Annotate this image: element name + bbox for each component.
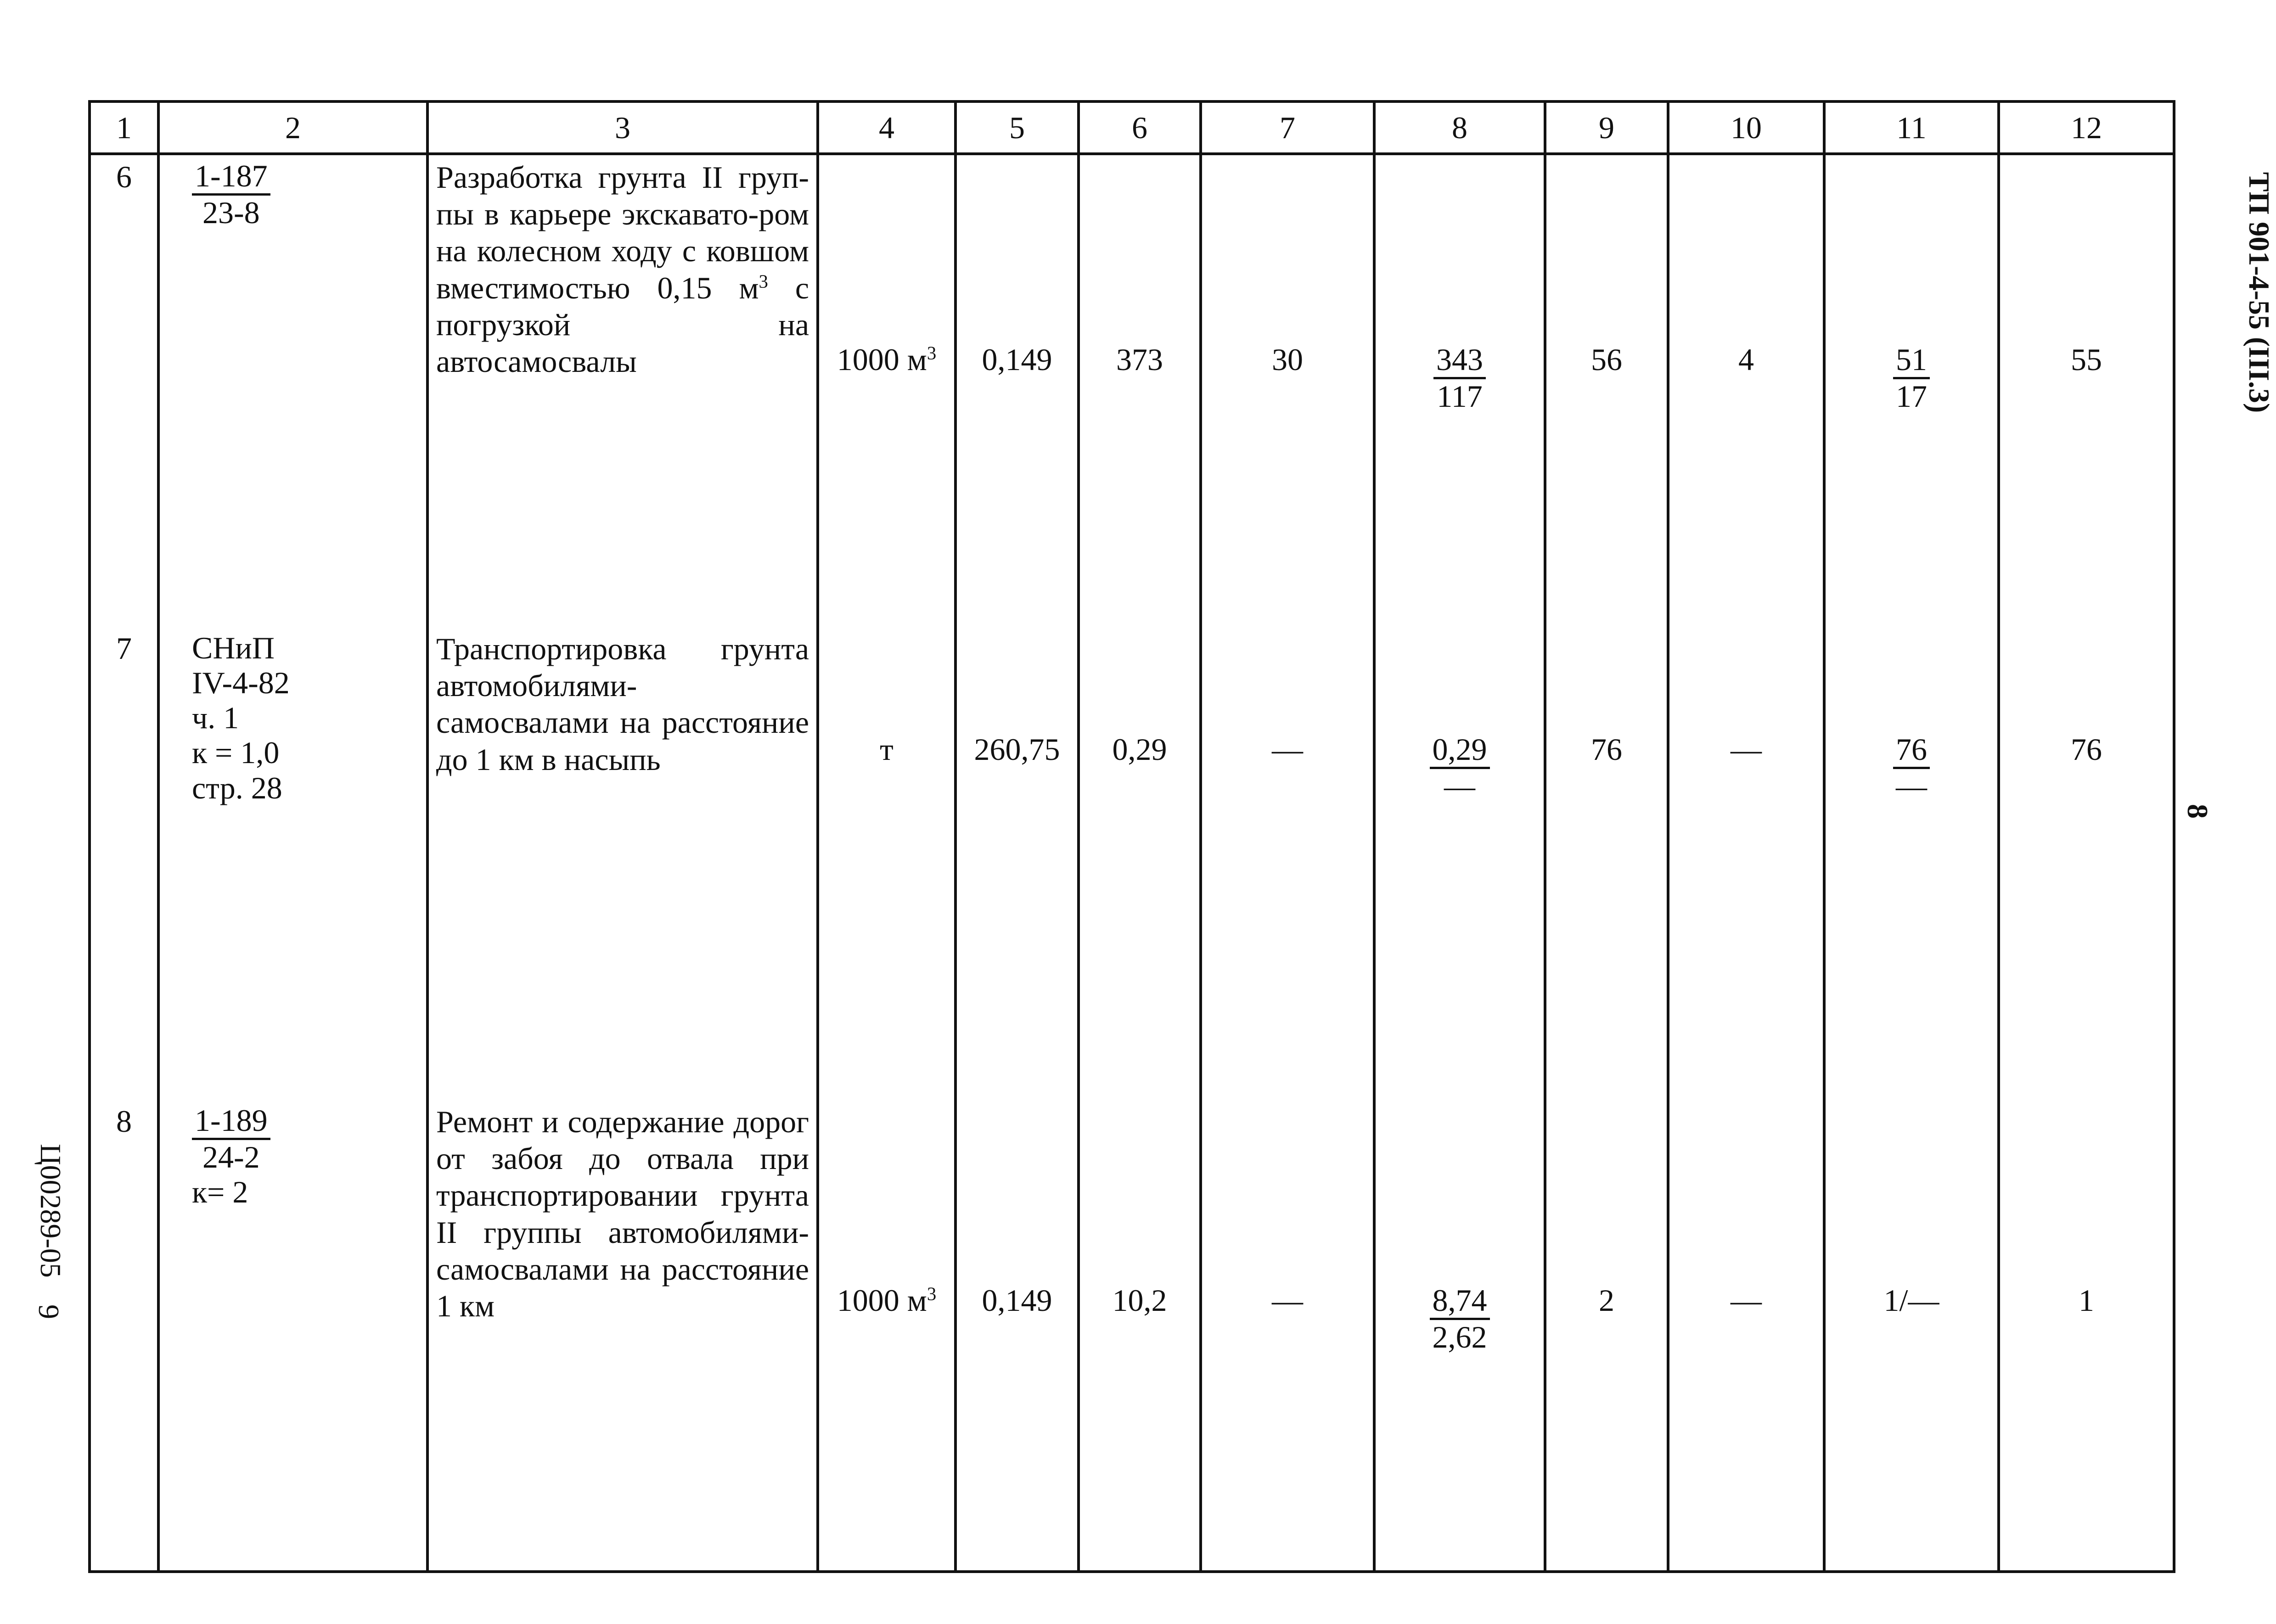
col12-cell (1999, 154, 2174, 627)
col11-fraction (1893, 732, 1930, 804)
col-header-7: 7 (1201, 101, 1374, 154)
col7-cell (1201, 1100, 1374, 1572)
col9-cell (1545, 1100, 1668, 1572)
row-number (90, 154, 158, 627)
col6-value: 0,29 (1112, 732, 1167, 767)
col11-bottom: — (1896, 768, 1927, 804)
col-header-8: 8 (1374, 101, 1545, 154)
unit-cell (818, 627, 955, 1100)
col8-fraction-wrap (1376, 1283, 1544, 1354)
col-header-11: 11 (1824, 101, 1999, 154)
norm-reference-line: ч. 1 (192, 700, 239, 736)
norm-reference (158, 627, 427, 1100)
col9-cell (1545, 154, 1668, 627)
table-body (90, 154, 2174, 1572)
work-description (427, 1100, 818, 1572)
row-number-text: 6 (116, 159, 132, 194)
table-row (90, 1100, 2174, 1572)
document-code: ТП 901-4-55 (III.3) (2243, 172, 2276, 413)
norm-reference-coefficient: к= 2 (192, 1174, 248, 1209)
col7-value: — (1272, 732, 1303, 767)
col11-fraction-wrap (1826, 732, 1997, 804)
col8-cell (1374, 154, 1545, 627)
col-header-3: 3 (427, 101, 818, 154)
col-header-6: 6 (1079, 101, 1201, 154)
col8-fraction (1430, 732, 1490, 804)
quantity-value: 0,149 (982, 342, 1052, 377)
col-header-9: 9 (1545, 101, 1668, 154)
norm-reference (158, 154, 427, 627)
norm-reference-content (160, 1100, 426, 1209)
col9-value: 2 (1599, 1283, 1614, 1318)
col11-cell (1824, 154, 1999, 627)
col12-cell (1999, 627, 2174, 1100)
norm-reference-bottom: 23-8 (202, 195, 260, 230)
col9-cell (1545, 627, 1668, 1100)
quantity-cell (955, 154, 1079, 627)
col10-cell (1668, 1100, 1824, 1572)
col6-value: 10,2 (1112, 1283, 1167, 1318)
col7-value: 30 (1272, 342, 1303, 377)
col9-value: 76 (1591, 732, 1622, 767)
col7-cell (1201, 154, 1374, 627)
col6-cell (1079, 627, 1201, 1100)
page-number-left: 9 (33, 1304, 65, 1319)
col11-fraction (1893, 343, 1930, 414)
work-description-text: Ремонт и содержание дорог от забоя до отвала при транспортировании грунта II группы автомобилями-самосвалами на расстояние 1 км (436, 1104, 809, 1324)
col8-cell (1374, 1100, 1545, 1572)
quantity-value: 260,75 (974, 732, 1060, 767)
norm-reference (158, 1100, 427, 1572)
estimate-table (88, 100, 2175, 1573)
work-description-text: Транспортировка грунта автомобилями-самосвалами на расстояние до 1 км в насыпь (436, 631, 809, 777)
unit-cell (818, 154, 955, 627)
col8-top: 343 (1433, 343, 1486, 379)
col8-fraction (1430, 1283, 1490, 1354)
col11-top: 76 (1893, 732, 1930, 769)
col9-value: 56 (1591, 342, 1622, 377)
norm-reference-top: 1-189 (192, 1103, 270, 1140)
col10-value: 4 (1738, 342, 1754, 377)
col8-bottom: — (1444, 768, 1475, 804)
col8-bottom: 2,62 (1432, 1319, 1487, 1354)
col10-value: — (1731, 1283, 1762, 1318)
col-header-5: 5 (955, 101, 1079, 154)
norm-reference-top: 1-187 (192, 159, 270, 196)
col11-cell (1824, 1100, 1999, 1572)
col11-cell (1824, 627, 1999, 1100)
col7-value: — (1272, 1283, 1303, 1318)
col10-value: — (1731, 732, 1762, 767)
col10-cell (1668, 154, 1824, 627)
row-number-text: 7 (116, 631, 132, 666)
norm-reference-line: IV-4-82 (192, 665, 290, 701)
norm-reference-fraction (192, 1103, 270, 1174)
col8-top: 8,74 (1430, 1283, 1490, 1320)
unit-value: 1000 $м^3$ (837, 1283, 937, 1318)
archive-code: Ц00289-05 (34, 1144, 67, 1278)
table-row (90, 154, 2174, 627)
col6-value: 373 (1116, 342, 1163, 377)
norm-reference-line: стр. 28 (192, 770, 282, 805)
col8-fraction-wrap (1376, 732, 1544, 804)
col8-fraction-wrap (1376, 343, 1544, 414)
col10-cell (1668, 627, 1824, 1100)
norm-reference-content (160, 627, 426, 805)
quantity-value: 0,149 (982, 1283, 1052, 1318)
row-number (90, 1100, 158, 1572)
norm-reference-content (160, 155, 426, 230)
unit-value: 1000 $м^3$ (837, 342, 937, 377)
col12-value: 55 (2071, 342, 2102, 377)
col12-value: 1 (2079, 1283, 2094, 1318)
work-description (427, 627, 818, 1100)
col8-bottom: 117 (1437, 378, 1483, 414)
col8-cell (1374, 627, 1545, 1100)
col-header-2: 2 (158, 101, 427, 154)
col7-cell (1201, 627, 1374, 1100)
col8-top: 0,29 (1430, 732, 1490, 769)
col11-value: 1/— (1883, 1283, 1939, 1318)
work-description-text: Разработка грунта II груп-пы в карьере экскавато-ром на колесном ходу с ковшом вместимостью 0,15 $м^3$ с погрузкой на автосамосвалы (436, 160, 809, 379)
norm-reference-line: к = 1,0 (192, 735, 280, 770)
norm-reference-line: СНиП (192, 630, 275, 665)
col11-fraction-wrap (1826, 343, 1997, 414)
col-header-4: 4 (818, 101, 955, 154)
col12-cell (1999, 1100, 2174, 1572)
table-row (90, 627, 2174, 1100)
row-number (90, 627, 158, 1100)
quantity-cell (955, 1100, 1079, 1572)
col-header-12: 12 (1999, 101, 2174, 154)
header-row (90, 101, 2174, 154)
work-description (427, 154, 818, 627)
col-header-10: 10 (1668, 101, 1824, 154)
norm-reference-bottom: 24-2 (202, 1139, 260, 1174)
col12-value: 76 (2071, 732, 2102, 767)
unit-value: т (880, 732, 894, 767)
col11-top: 51 (1893, 343, 1930, 379)
col11-bottom: 17 (1896, 378, 1927, 414)
unit-cell (818, 1100, 955, 1572)
col6-cell (1079, 1100, 1201, 1572)
norm-reference-fraction (192, 159, 270, 230)
col6-cell (1079, 154, 1201, 627)
page-number-right: 8 (2181, 804, 2214, 819)
col8-fraction (1433, 343, 1486, 414)
col-header-1: 1 (90, 101, 158, 154)
quantity-cell (955, 627, 1079, 1100)
row-number-text: 8 (116, 1104, 132, 1139)
